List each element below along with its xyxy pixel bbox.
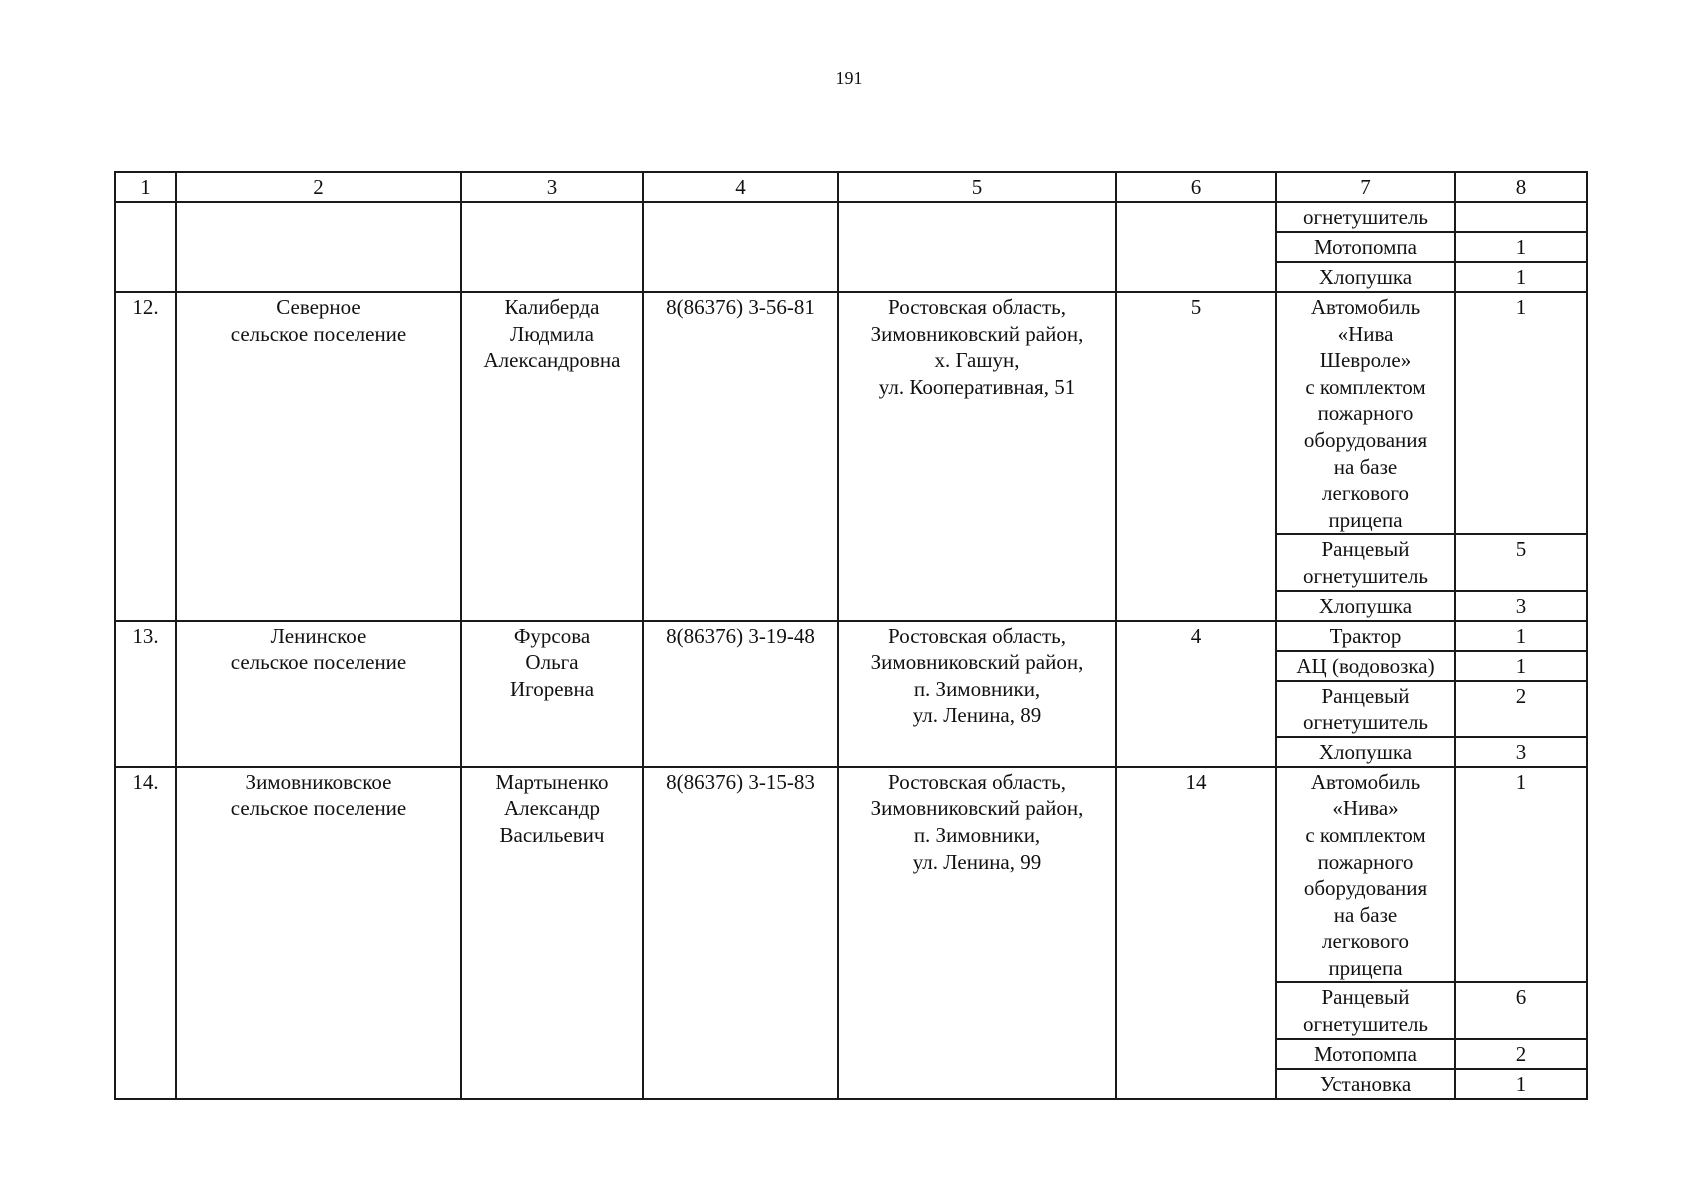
row-number: 12. bbox=[115, 292, 176, 621]
column-header: 6 bbox=[1116, 172, 1276, 202]
equipment-name: Ранцевый огнетушитель bbox=[1276, 982, 1455, 1038]
settlement-name: Северное сельское поселение bbox=[176, 292, 461, 621]
equipment-qty: 1 bbox=[1455, 262, 1587, 292]
member-count: 5 bbox=[1116, 292, 1276, 621]
phone-number: 8(86376) 3-15-83 bbox=[643, 767, 838, 1099]
row-number: 13. bbox=[115, 621, 176, 767]
equipment-qty: 2 bbox=[1455, 681, 1587, 737]
equipment-qty bbox=[1455, 202, 1587, 232]
equipment-qty: 3 bbox=[1455, 737, 1587, 767]
column-header: 5 bbox=[838, 172, 1116, 202]
member-count: 4 bbox=[1116, 621, 1276, 767]
settlement-name: Зимовниковское сельское поселение bbox=[176, 767, 461, 1099]
address: Ростовская область, Зимовниковский район, х. Гашун, ул. Кооперативная, 51 bbox=[838, 292, 1116, 621]
equipment-name: Хлопушка bbox=[1276, 591, 1455, 621]
address: Ростовская область, Зимовниковский район, п. Зимовники, ул. Ленина, 99 bbox=[838, 767, 1116, 1099]
table-row bbox=[115, 292, 1587, 534]
equipment-name: Автомобиль «Нива Шевроле» с комплектом пожарного оборудования на базе легкового прицепа bbox=[1276, 292, 1455, 534]
equipment-name: огнетушитель bbox=[1276, 202, 1455, 232]
equipment-qty: 6 bbox=[1455, 982, 1587, 1038]
empty-cell bbox=[838, 202, 1116, 292]
equipment-qty: 1 bbox=[1455, 767, 1587, 983]
equipment-table bbox=[114, 171, 1588, 1100]
equipment-name: Хлопушка bbox=[1276, 262, 1455, 292]
column-header: 4 bbox=[643, 172, 838, 202]
equipment-name: Мотопомпа bbox=[1276, 1039, 1455, 1069]
column-header: 7 bbox=[1276, 172, 1455, 202]
equipment-name: АЦ (водовозка) bbox=[1276, 651, 1455, 681]
column-header: 2 bbox=[176, 172, 461, 202]
equipment-qty: 3 bbox=[1455, 591, 1587, 621]
equipment-qty: 1 bbox=[1455, 292, 1587, 534]
table-row bbox=[115, 202, 1587, 232]
column-header: 8 bbox=[1455, 172, 1587, 202]
equipment-qty: 1 bbox=[1455, 651, 1587, 681]
equipment-name: Автомобиль «Нива» с комплектом пожарного оборудования на базе легкового прицепа bbox=[1276, 767, 1455, 983]
row-number: 14. bbox=[115, 767, 176, 1099]
contact-person: Мартыненко Александр Васильевич bbox=[461, 767, 643, 1099]
equipment-qty: 1 bbox=[1455, 1069, 1587, 1099]
equipment-name: Мотопомпа bbox=[1276, 232, 1455, 262]
empty-cell bbox=[461, 202, 643, 292]
equipment-qty: 5 bbox=[1455, 534, 1587, 590]
settlement-name: Ленинское сельское поселение bbox=[176, 621, 461, 767]
equipment-qty: 2 bbox=[1455, 1039, 1587, 1069]
table-row bbox=[115, 767, 1587, 983]
equipment-qty: 1 bbox=[1455, 232, 1587, 262]
equipment-name: Ранцевый огнетушитель bbox=[1276, 681, 1455, 737]
address: Ростовская область, Зимовниковский район, п. Зимовники, ул. Ленина, 89 bbox=[838, 621, 1116, 767]
equipment-name: Хлопушка bbox=[1276, 737, 1455, 767]
phone-number: 8(86376) 3-56-81 bbox=[643, 292, 838, 621]
equipment-name: Установка bbox=[1276, 1069, 1455, 1099]
equipment-name: Трактор bbox=[1276, 621, 1455, 651]
column-header: 1 bbox=[115, 172, 176, 202]
empty-cell bbox=[1116, 202, 1276, 292]
header-row bbox=[115, 172, 1587, 202]
empty-cell bbox=[643, 202, 838, 292]
equipment-qty: 1 bbox=[1455, 621, 1587, 651]
table-row bbox=[115, 621, 1587, 651]
contact-person: Фурсова Ольга Игоревна bbox=[461, 621, 643, 767]
equipment-name: Ранцевый огнетушитель bbox=[1276, 534, 1455, 590]
page-number: 191 bbox=[835, 68, 863, 88]
column-header: 3 bbox=[461, 172, 643, 202]
empty-cell bbox=[115, 202, 176, 292]
contact-person: Калиберда Людмила Александровна bbox=[461, 292, 643, 621]
phone-number: 8(86376) 3-19-48 bbox=[643, 621, 838, 767]
empty-cell bbox=[176, 202, 461, 292]
member-count: 14 bbox=[1116, 767, 1276, 1099]
